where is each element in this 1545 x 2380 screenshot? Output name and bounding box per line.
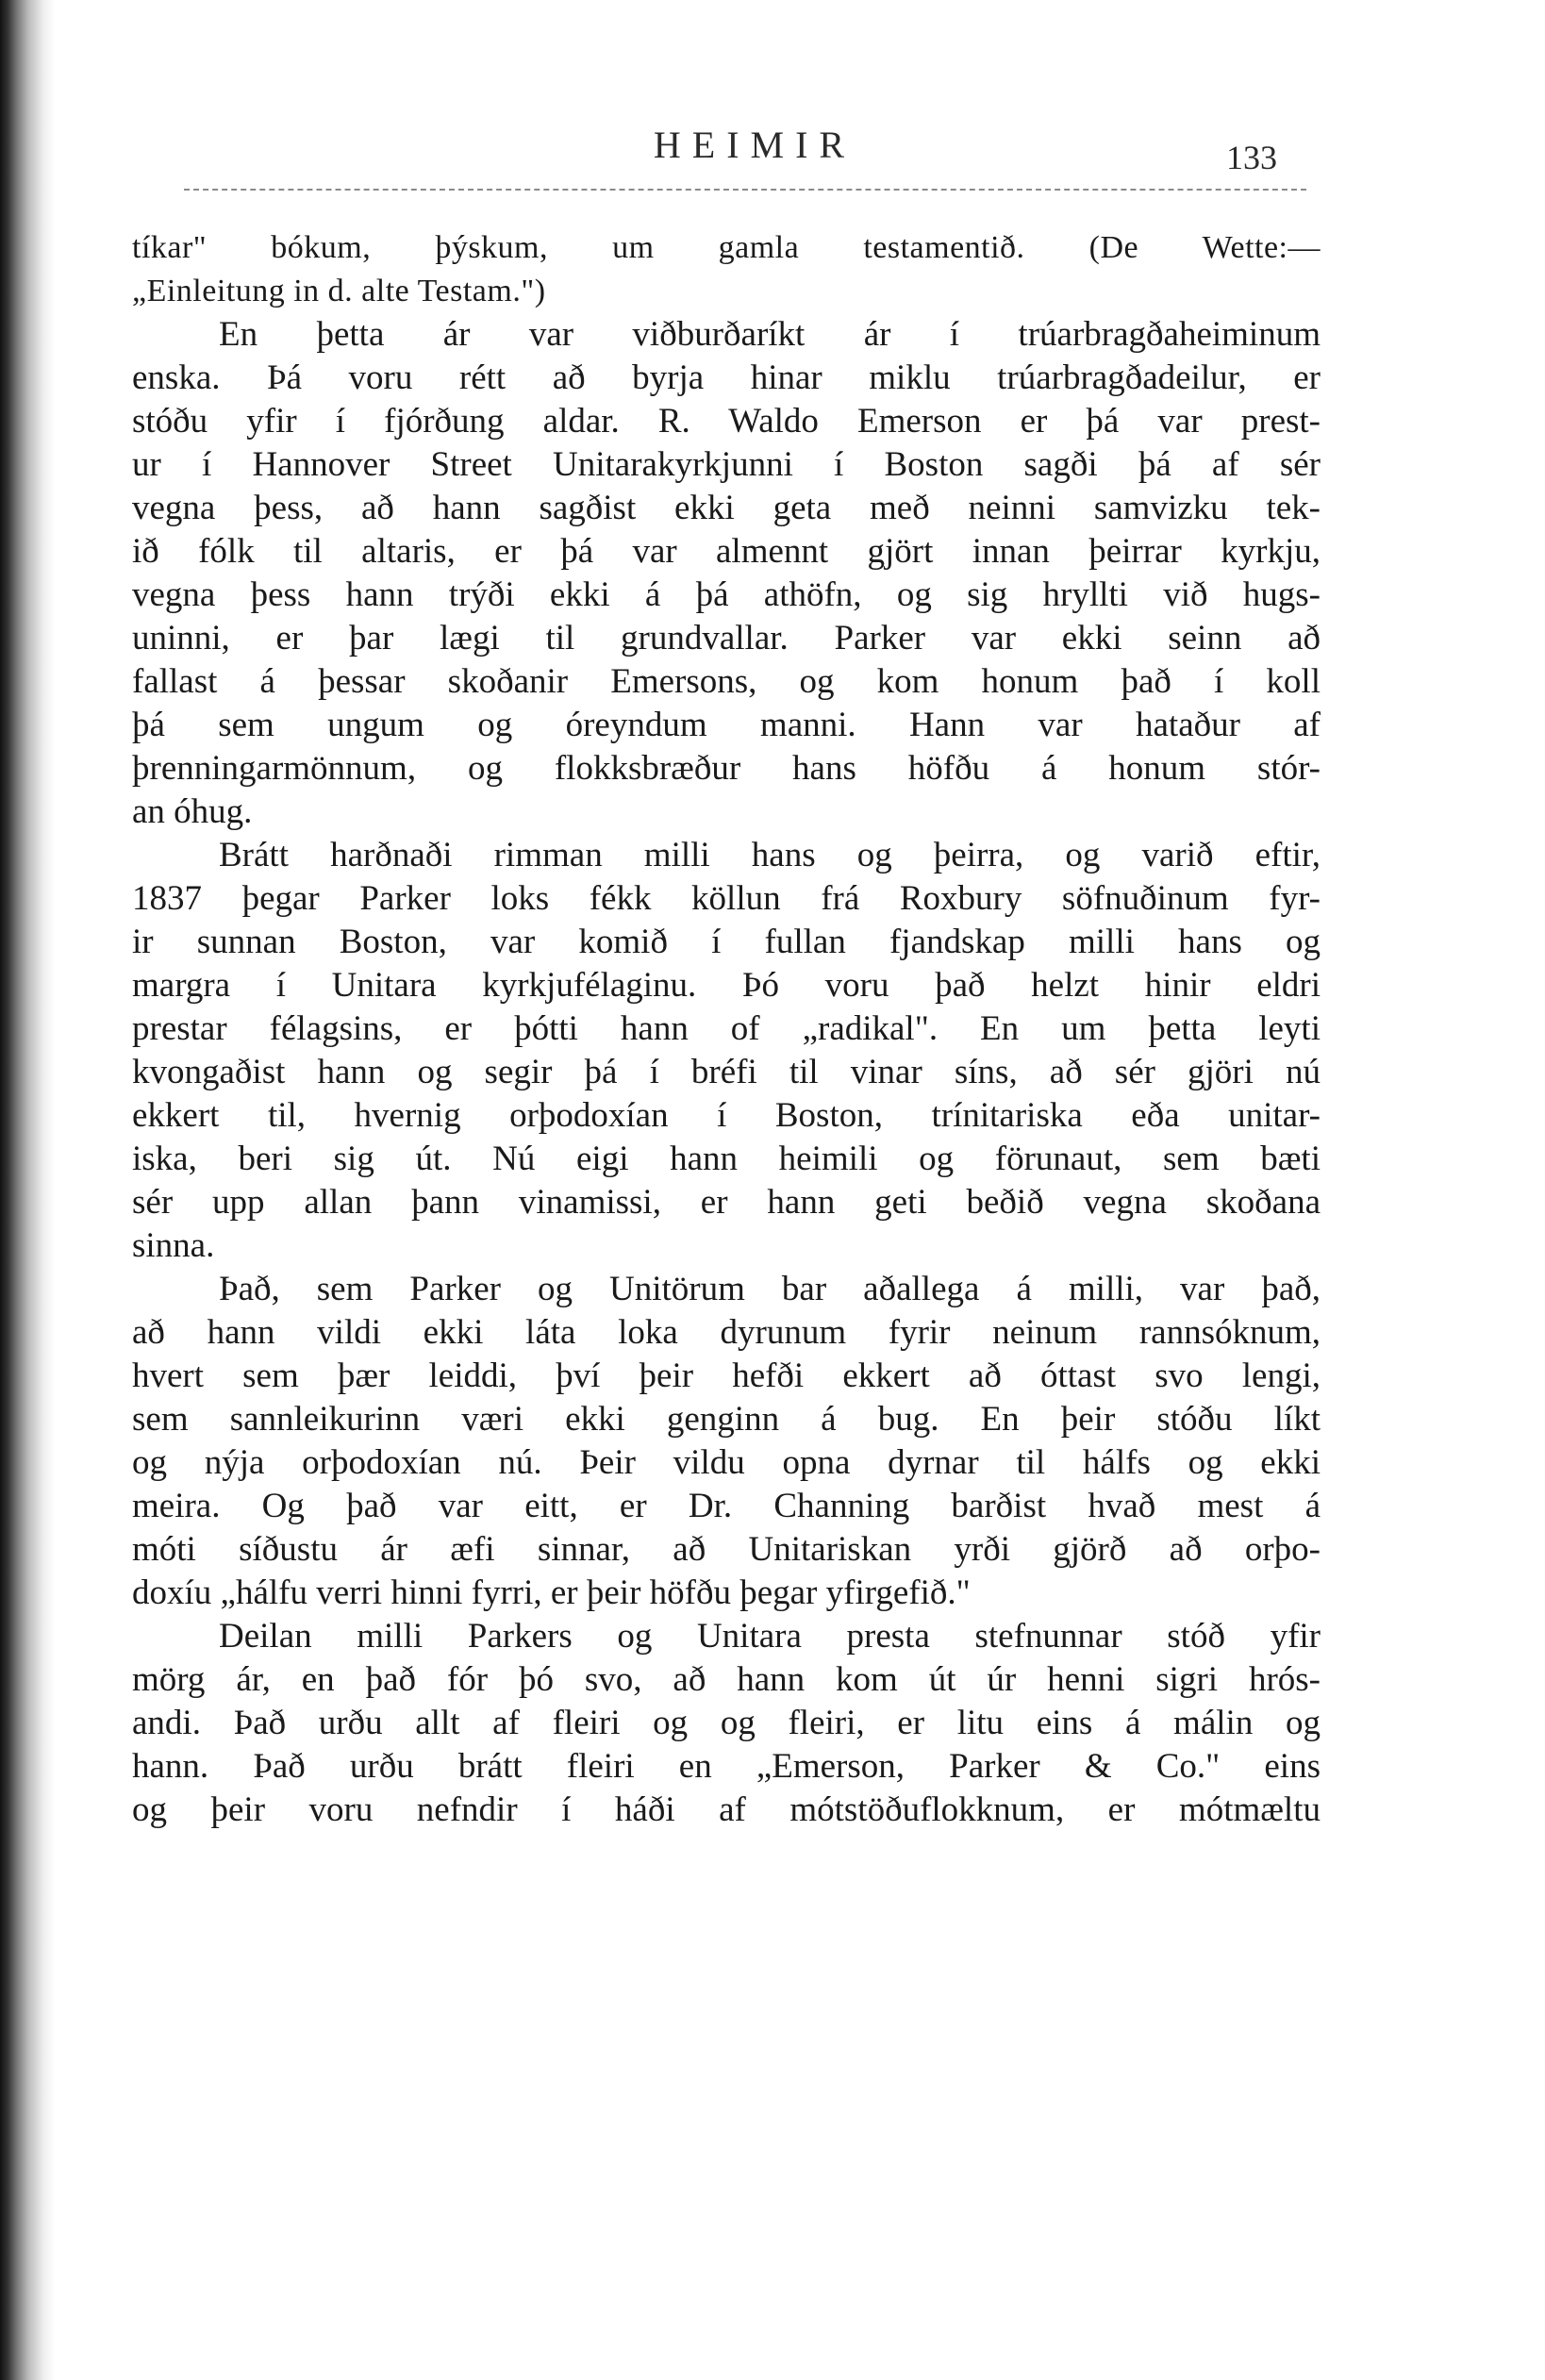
text-line: margra í Unitara kyrkjufélaginu. Þó voru það helzt hinir eldri	[132, 966, 1321, 1005]
text-line: ið fólk til altaris, er þá var almennt gjört innan þeirrar kyrkju,	[132, 532, 1321, 571]
text-line: ir sunnan Boston, var komið í fullan fjandskap milli hans og	[132, 923, 1321, 961]
text-line: og þeir voru nefndir í háði af mótstöðuflokknum, er mótmæltu	[132, 1790, 1321, 1829]
text-line: og nýja orþodoxían nú. Þeir vildu opna dyrnar til hálfs og ekki	[132, 1443, 1321, 1482]
text-line: enska. Þá voru rétt að byrja hinar miklu trúarbragðadeilur, er	[132, 358, 1321, 397]
text-line: prestar félagsins, er þótti hann of „radikal". En um þetta leyti	[132, 1009, 1321, 1048]
text-line: ekkert til, hvernig orþodoxían í Boston, trínitariska eða unitar-	[132, 1096, 1321, 1135]
text-line: sem sannleikurinn væri ekki genginn á bug. En þeir stóðu líkt	[132, 1400, 1321, 1439]
page-number: 133	[1226, 139, 1277, 176]
text-line: fallast á þessar skoðanir Emersons, og kom honum það í koll	[132, 662, 1321, 701]
text-line: sér upp allan þann vinamissi, er hann geti beðið vegna skoðana	[132, 1183, 1321, 1222]
text-line: kvongaðist hann og segir þá í bréfi til vinar síns, að sér gjöri nú	[132, 1053, 1321, 1091]
body-text	[132, 226, 1321, 1832]
text-line: tíkar" bókum, þýskum, um gamla testamentið. (De Wette:—	[132, 230, 1321, 265]
text-line: mörg ár, en það fór þó svo, að hann kom út úr henni sigri hrós-	[132, 1660, 1321, 1699]
text-line: þá sem ungum og óreyndum manni. Hann var hataður af	[132, 706, 1321, 744]
text-line: vegna þess, að hann sagðist ekki geta með neinni samvizku tek-	[132, 489, 1321, 527]
text-line: hvert sem þær leiddi, því þeir hefði ekkert að óttast svo lengi,	[132, 1356, 1321, 1395]
text-line: þrenningarmönnum, og flokksbræður hans höfðu á honum stór-	[132, 749, 1321, 788]
text-line: hann. Það urðu brátt fleiri en „Emerson, Parker & Co." eins	[132, 1747, 1321, 1786]
text-line: En þetta ár var viðburðaríkt ár í trúarbragðaheiminum	[219, 315, 1321, 354]
text-line: sinna.	[132, 1226, 215, 1265]
text-line: andi. Það urðu allt af fleiri og og fleiri, er litu eins á málin og	[132, 1704, 1321, 1742]
text-line: iska, beri sig út. Nú eigi hann heimili og förunaut, sem bæti	[132, 1140, 1321, 1178]
page-header	[0, 123, 1545, 179]
text-line: an óhug.	[132, 792, 253, 831]
text-line: vegna þess hann trýði ekki á þá athöfn, og sig hryllti við hugs-	[132, 575, 1321, 614]
text-line: móti síðustu ár æfi sinnar, að Unitariskan yrði gjörð að orþo-	[132, 1530, 1321, 1569]
text-line: uninni, er þar lægi til grundvallar. Parker var ekki seinn að	[132, 619, 1321, 657]
header-rule	[184, 189, 1306, 191]
text-line: Deilan milli Parkers og Unitara presta stefnunnar stóð yfir	[219, 1617, 1321, 1656]
text-line: ur í Hannover Street Unitarakyrkjunni í Boston sagði þá af sér	[132, 445, 1321, 484]
text-line: stóðu yfir í fjórðung aldar. R. Waldo Emerson er þá var prest-	[132, 402, 1321, 441]
text-line: að hann vildi ekki láta loka dyrunum fyrir neinum rannsóknum,	[132, 1313, 1321, 1352]
text-line: Það, sem Parker og Unitörum bar aðallega á milli, var það,	[219, 1270, 1321, 1308]
running-title: HEIMIR	[653, 124, 856, 166]
text-line: doxíu „hálfu verri hinni fyrri, er þeir höfðu þegar yfirgefið."	[132, 1573, 971, 1612]
text-line: meira. Og það var eitt, er Dr. Channing barðist hvað mest á	[132, 1487, 1321, 1525]
text-line: „Einleitung in d. alte Testam.")	[132, 274, 546, 308]
text-line: Brátt harðnaði rimman milli hans og þeirra, og varið eftir,	[219, 836, 1321, 874]
page-binding-edge	[0, 0, 55, 2380]
text-line: 1837 þegar Parker loks fékk köllun frá Roxbury söfnuðinum fyr-	[132, 879, 1321, 918]
